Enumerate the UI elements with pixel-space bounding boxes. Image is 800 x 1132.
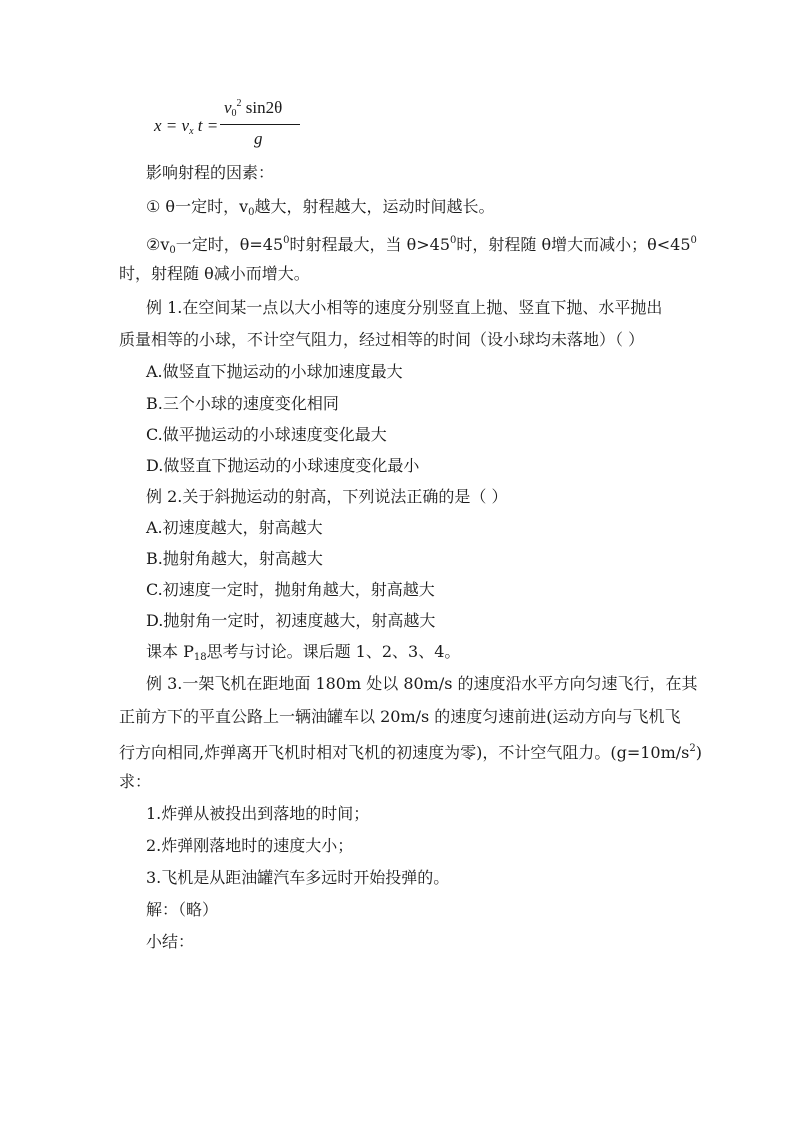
factors-title: 影响射程的因素： — [146, 163, 275, 182]
example1-option-b: B.三个小球的速度变化相同 — [146, 394, 339, 413]
factor-2: $②v_0$一定时，$\theta=45^0$时射程最大，当 $\theta>45^0$时，射程随 θ增大而减小；$\theta<45^0$ — [146, 235, 697, 256]
example1-option-d: D.做竖直下抛运动的小球速度变化最小 — [146, 456, 420, 475]
textbook-reference: 课本 $P_{18}$思考与讨论。课后题 1、2、3、4。 — [146, 642, 461, 663]
formula-denominator: g — [254, 129, 263, 148]
example2-option-b: B.抛射角越大，射高越大 — [146, 549, 323, 568]
example2-stem: 例 2.关于斜抛运动的射高，下列说法正确的是（ ） — [146, 487, 508, 506]
example3-line2: 正前方下的平直公路上一辆油罐车以 20m/s 的速度匀速前进(运动方向与飞机飞 — [119, 707, 681, 726]
formula-numerator: $v_0^2$ sin2θ — [224, 98, 283, 119]
factor-2-cont: 时，射程随 θ减小而增大。 — [119, 264, 310, 283]
solution: 解：（略） — [146, 900, 219, 919]
example1-line1: 例 1.在空间某一点以大小相等的速度分别竖直上抛、竖直下抛、水平抛出 — [146, 298, 663, 317]
fraction-bar — [220, 124, 300, 125]
example3-line3: 行方向相同,炸弹离开飞机时相对飞机的初速度为零)，不计空气阻力。$(g=10m/s^2)$ — [119, 743, 702, 762]
example3-question-3: 3.飞机是从距油罐汽车多远时开始投弹的。 — [146, 868, 450, 887]
example3-line1: 例 3.一架飞机在距地面 180m 处以 80m/s 的速度沿水平方向匀速飞行，在其 — [146, 674, 698, 693]
example2-option-c: C.初速度一定时，抛射角越大，射高越大 — [146, 580, 435, 599]
factor-1: ① θ一定时，$v_0$越大，射程越大，运动时间越长。 — [146, 197, 495, 218]
example2-option-a: A.初速度越大，射高越大 — [146, 518, 323, 537]
summary: 小结： — [146, 932, 195, 951]
example3-line4: 求： — [119, 772, 152, 791]
example1-option-a: A.做竖直下抛运动的小球加速度最大 — [146, 362, 403, 381]
example3-question-2: 2.炸弹刚落地时的速度大小； — [146, 836, 354, 855]
example3-question-1: 1.炸弹从被投出到落地的时间； — [146, 804, 370, 823]
example2-option-d: D.抛射角一定时，初速度越大，射高越大 — [146, 611, 436, 630]
example1-line2: 质量相等的小球，不计空气阻力，经过相等的时间（设小球均未落地）（ ） — [119, 330, 645, 349]
formula-lhs: $x = v_x$ t = — [154, 116, 219, 137]
example1-option-c: C.做平抛运动的小球速度变化最大 — [146, 425, 387, 444]
